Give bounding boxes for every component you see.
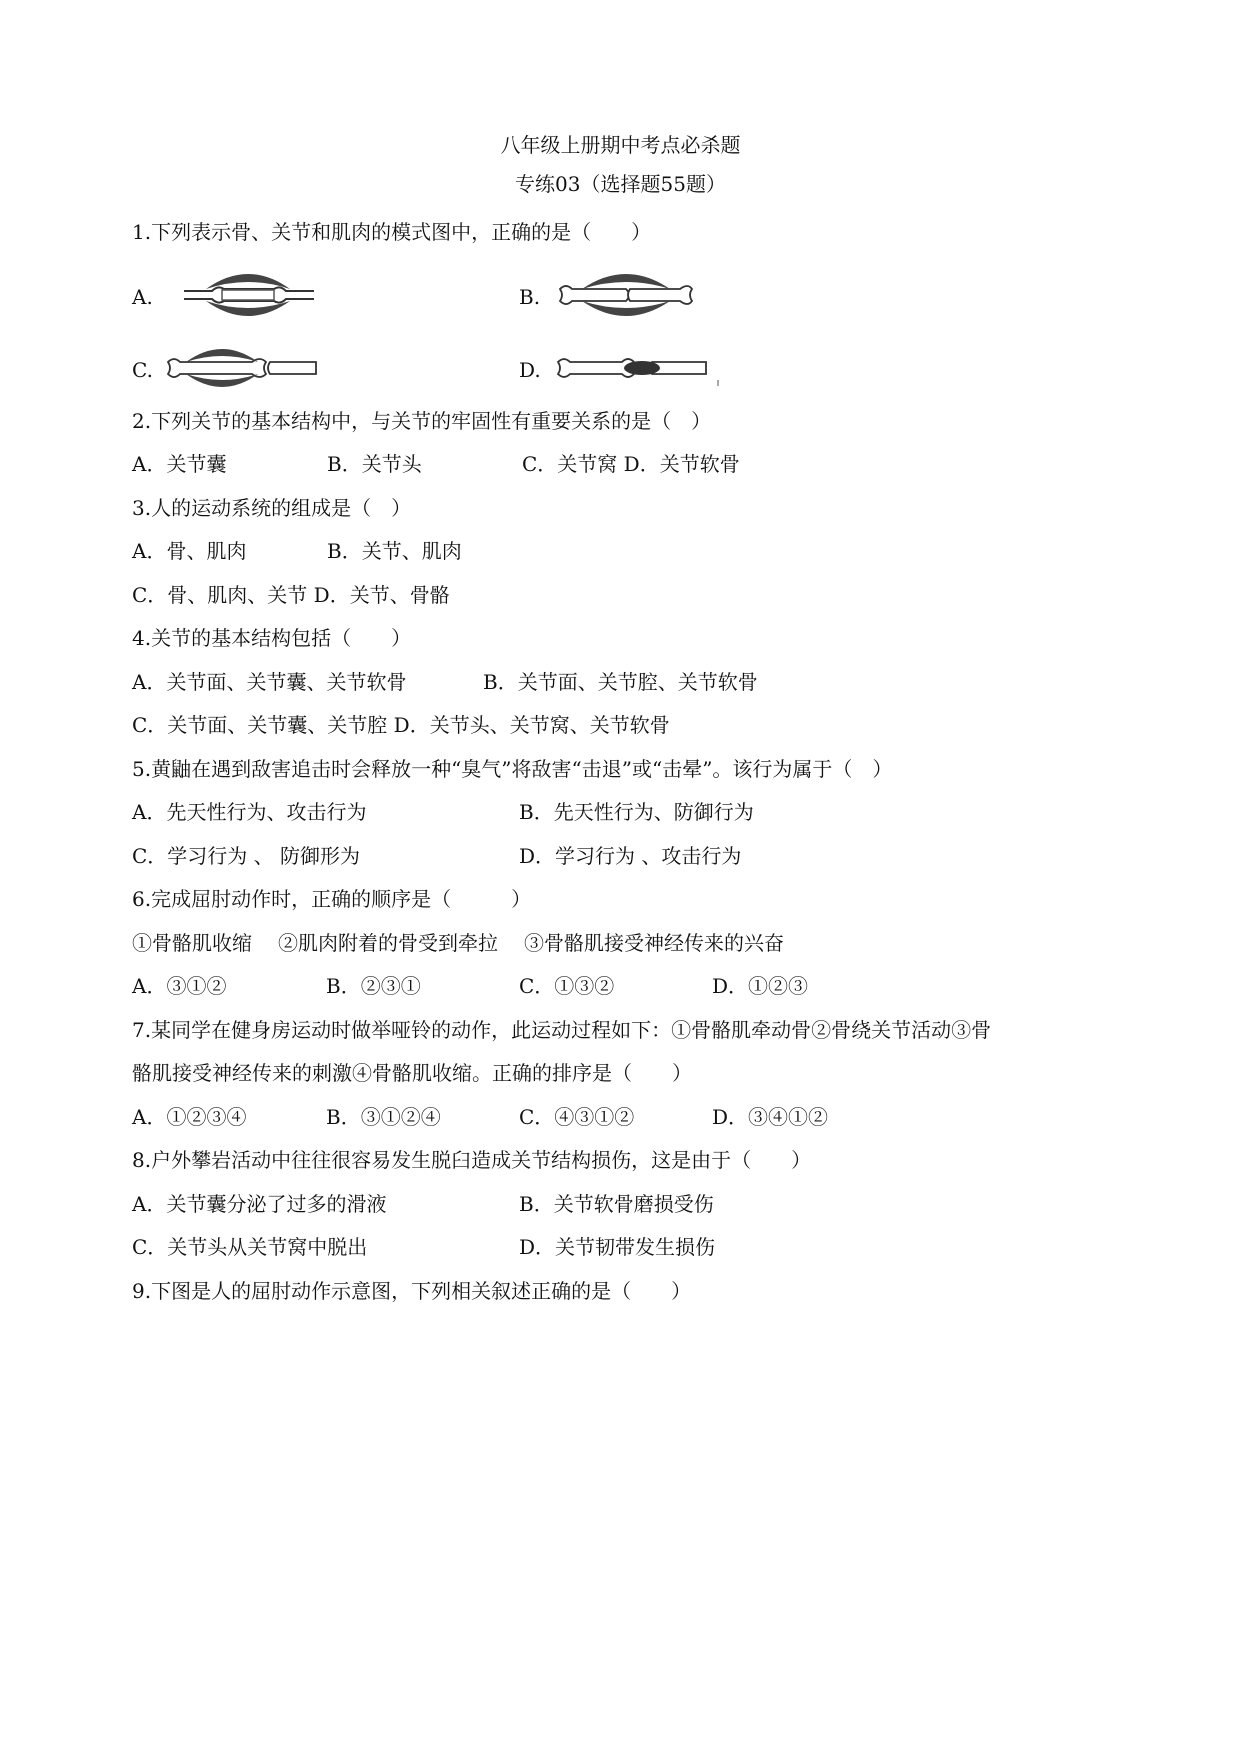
q7-option-a: A．①②③④ xyxy=(132,1105,247,1129)
q7-stem-line-1: 7.某同学在健身房运动时做举哑铃的动作，此运动过程如下：①骨骼肌牵动骨②骨绕关节活动③骨 xyxy=(132,1018,992,1042)
q1-option-c-label: C. xyxy=(132,358,153,382)
q2-option-cd: C．关节窝 D．关节软骨 xyxy=(522,452,740,476)
page-subtitle: 专练03（选择题55题） xyxy=(515,172,726,196)
q2-stem: 2.下列关节的基本结构中，与关节的牢固性有重要关系的是（ ） xyxy=(132,409,712,433)
bone-muscle-diagram-a-icon xyxy=(178,265,318,325)
q2-option-a: A．关节囊 xyxy=(132,452,227,476)
q7-stem-line-2: 骼肌接受神经传来的刺激④骨骼肌收缩。正确的排序是（ ） xyxy=(132,1061,692,1085)
q8-option-c: C．关节头从关节窝中脱出 xyxy=(132,1235,368,1259)
q6-option-b: B．②③① xyxy=(326,974,421,998)
q3-option-a: A．骨、肌肉 xyxy=(132,539,247,563)
q6-stem: 6.完成屈肘动作时，正确的顺序是（ ） xyxy=(132,887,532,911)
q6-option-a: A．③①② xyxy=(132,974,227,998)
q7-option-c: C．④③①② xyxy=(519,1105,635,1129)
bone-muscle-diagram-b-icon xyxy=(556,265,696,325)
q4-stem: 4.关节的基本结构包括（ ） xyxy=(132,626,412,650)
q4-option-b: B．关节面、关节腔、关节软骨 xyxy=(483,670,758,694)
q7-option-d: D．③④①② xyxy=(712,1105,829,1129)
q1-stem: 1.下列表示骨、关节和肌肉的模式图中，正确的是（ ） xyxy=(132,220,652,244)
q3-option-cd: C．骨、肌肉、关节 D．关节、骨骼 xyxy=(132,583,450,607)
q6-option-c: C．①③② xyxy=(519,974,615,998)
q4-option-cd: C．关节面、关节囊、关节腔 D．关节头、关节窝、关节软骨 xyxy=(132,713,670,737)
q6-step-2: ②肌肉附着的骨受到牵拉 xyxy=(278,931,498,955)
q5-option-a: A．先天性行为、攻击行为 xyxy=(132,800,367,824)
bone-muscle-diagram-c-icon xyxy=(162,340,322,396)
q5-option-c: C．学习行为 、 防御形为 xyxy=(132,844,361,868)
q5-option-d: D．学习行为 、攻击行为 xyxy=(519,844,742,868)
q2-option-b: B．关节头 xyxy=(327,452,422,476)
q8-option-d: D．关节韧带发生损伤 xyxy=(519,1235,716,1259)
q1-option-b-label: B. xyxy=(519,285,541,309)
q3-stem: 3.人的运动系统的组成是（ ） xyxy=(132,496,412,520)
q4-option-a: A．关节面、关节囊、关节软骨 xyxy=(132,670,407,694)
q7-option-b: B．③①②④ xyxy=(326,1105,441,1129)
q9-stem: 9.下图是人的屈肘动作示意图，下列相关叙述正确的是（ ） xyxy=(132,1279,692,1303)
q1-option-d-label: D. xyxy=(519,358,541,382)
q6-option-d: D．①②③ xyxy=(712,974,809,998)
q6-step-1: ①骨骼肌收缩 xyxy=(132,931,252,955)
q8-option-b: B．关节软骨磨损受伤 xyxy=(519,1192,714,1216)
q8-stem: 8.户外攀岩活动中往往很容易发生脱臼造成关节结构损伤，这是由于（ ） xyxy=(132,1148,812,1172)
q5-stem: 5.黄鼬在遇到敌害追击时会释放一种“臭气”将敌害“击退”或“击晕”。该行为属于（ ） xyxy=(132,757,893,781)
bone-muscle-diagram-d-icon xyxy=(552,350,722,390)
page-title: 八年级上册期中考点必杀题 xyxy=(500,133,741,157)
q3-option-b: B．关节、肌肉 xyxy=(327,539,462,563)
q6-step-3: ③骨骼肌接受神经传来的兴奋 xyxy=(524,931,784,955)
q5-option-b: B．先天性行为、防御行为 xyxy=(519,800,754,824)
q1-option-a-label: A. xyxy=(132,285,153,309)
q8-option-a: A．关节囊分泌了过多的滑液 xyxy=(132,1192,387,1216)
